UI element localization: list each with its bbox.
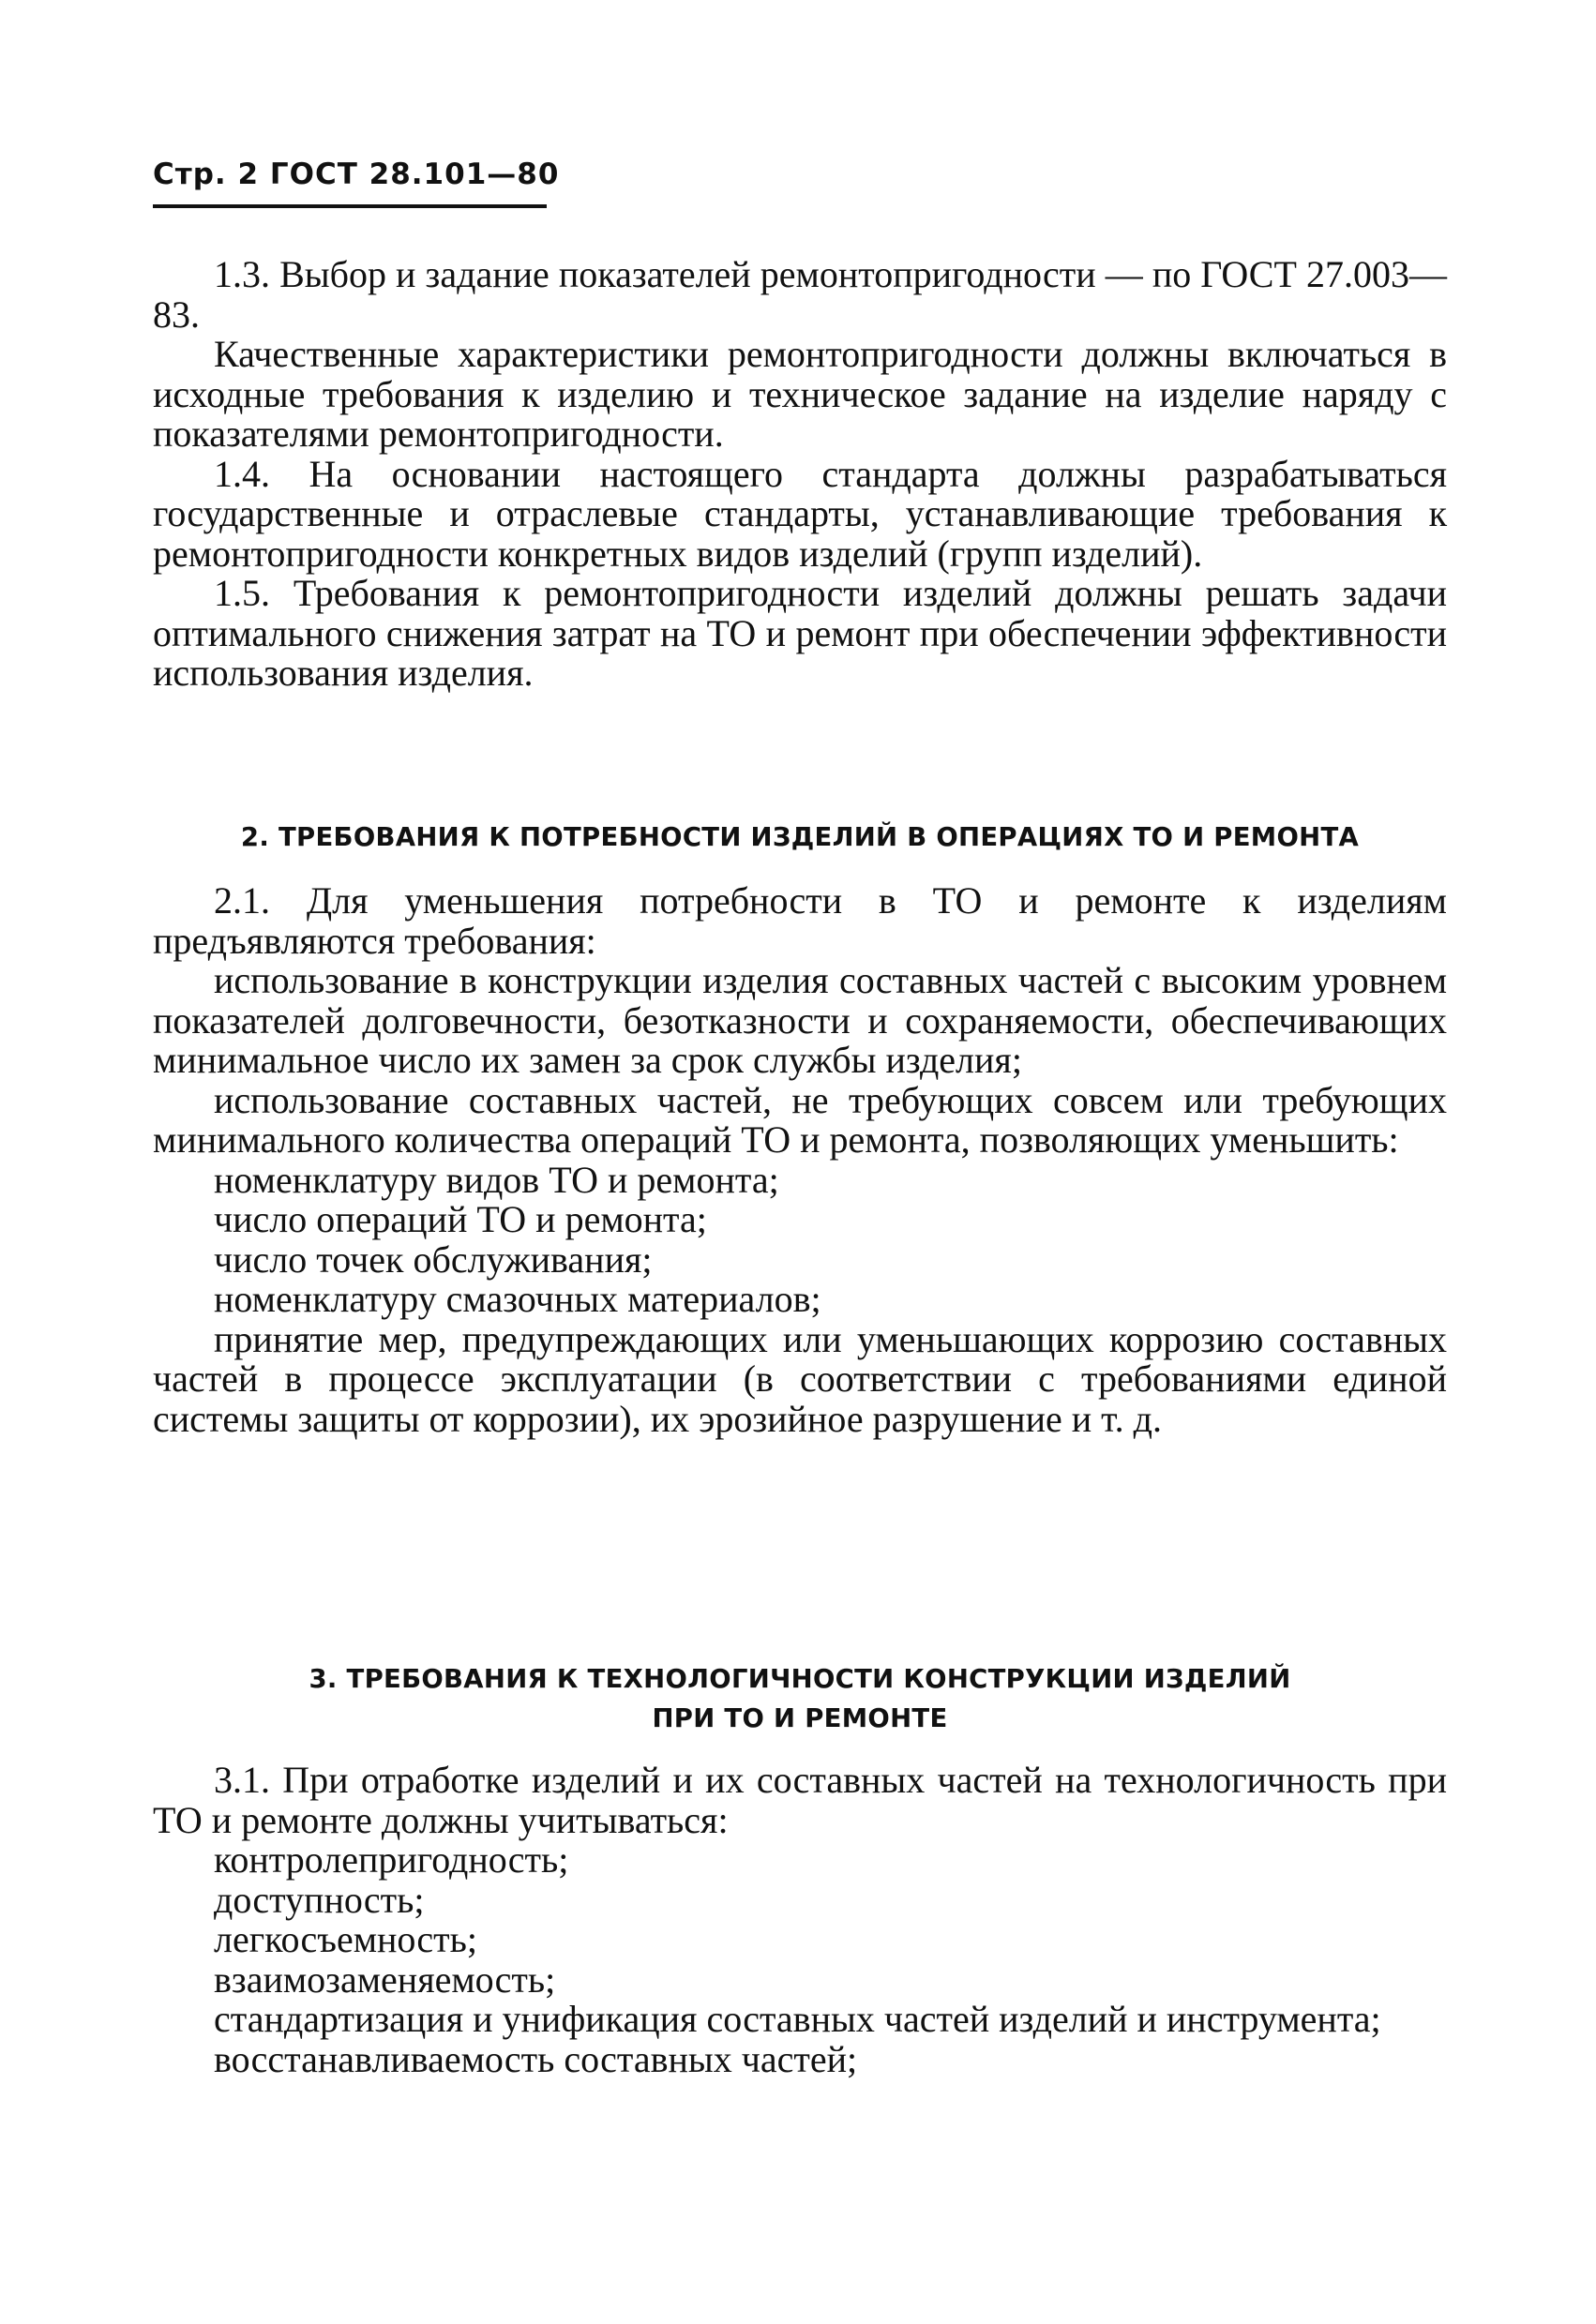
- list-item: взаимозаменяемость;: [214, 1957, 556, 2001]
- list-item: число точек обслуживания;: [214, 1237, 653, 1281]
- list-item: доступность;: [214, 1878, 425, 1921]
- paragraph-1-3: 1.3. Выбор и задание показателей ремонтопригодности — по ГОСТ 27.003—83.: [153, 253, 1447, 336]
- list-item: использование в конструкции изделия составных частей с высоким уровнем показателей долговечности, безотказности и сохраняемости, обеспечивающих минимальное число их замен за срок службы изделия;: [153, 959, 1447, 1081]
- paragraph-1-4: 1.4. На основании настоящего стандарта должны разрабатываться государственные и отраслевые стандарты, устанавливающие требования к ремонтопригодности конкретных видов изделий (групп изделий).: [153, 452, 1447, 575]
- paragraph-2-1: 2.1. Для уменьшения потребности в ТО и ремонте к изделиям предъявляются требования:: [153, 879, 1447, 962]
- paragraph-3-1: 3.1. При отработке изделий и их составных частей на технологичность при ТО и ремонте должны учитываться:: [153, 1759, 1447, 1841]
- list-item: стандартизация и унификация составных частей изделий и инструмента;: [214, 1998, 1381, 2040]
- paragraph-1-5: 1.5. Требования к ремонтопригодности изделий должны решать задачи оптимального снижения затрат на ТО и ремонт при обеспечении эффективности использования изделия.: [153, 572, 1447, 694]
- section-3-title: [153, 1659, 1447, 1738]
- list-item: восстанавливаемость составных частей;: [214, 2037, 858, 2080]
- header-rule: [153, 204, 547, 208]
- text-block-section-3: [153, 1761, 1447, 2079]
- paragraph-qualitative: Качественные характеристики ремонтопригодности должны включаться в исходные требования к изделию и техническое задание на изделие наряду с показателями ремонтопригодности.: [153, 333, 1447, 455]
- section-3-title-line-2: ПРИ ТО И РЕМОНТЕ: [652, 1703, 948, 1733]
- section-3-title-line-1: 3. ТРЕБОВАНИЯ К ТЕХНОЛОГИЧНОСТИ КОНСТРУКЦИИ ИЗДЕЛИЙ: [309, 1664, 1291, 1694]
- list-item: номенклатуру смазочных материалов;: [214, 1278, 821, 1320]
- list-item: принятие мер, предупреждающих или уменьшающих коррозию составных частей в процессе эксплуатации (в соответствии с требованиями единой системы защиты от коррозии), их эрозийное разрушение и т. д.: [153, 1317, 1447, 1440]
- list-item: контролепригодность;: [214, 1838, 569, 1881]
- running-head: Стр. 2 ГОСТ 28.101—80: [153, 157, 560, 191]
- list-item: число операций ТО и ремонта;: [214, 1198, 707, 1240]
- list-item: номенклатуру видов ТО и ремонта;: [214, 1158, 779, 1201]
- list-item: использование составных частей, не требующих совсем или требующих минимального количества операций ТО и ремонта, позволяющих уменьшить:: [153, 1078, 1447, 1161]
- text-block-section-2: [153, 881, 1447, 1439]
- text-block-clauses-1: [153, 255, 1447, 694]
- section-2-title: 2. ТРЕБОВАНИЯ К ПОТРЕБНОСТИ ИЗДЕЛИЙ В ОПЕРАЦИЯХ ТО И РЕМОНТА: [240, 822, 1360, 852]
- list-item: легкосъемность;: [214, 1918, 478, 1960]
